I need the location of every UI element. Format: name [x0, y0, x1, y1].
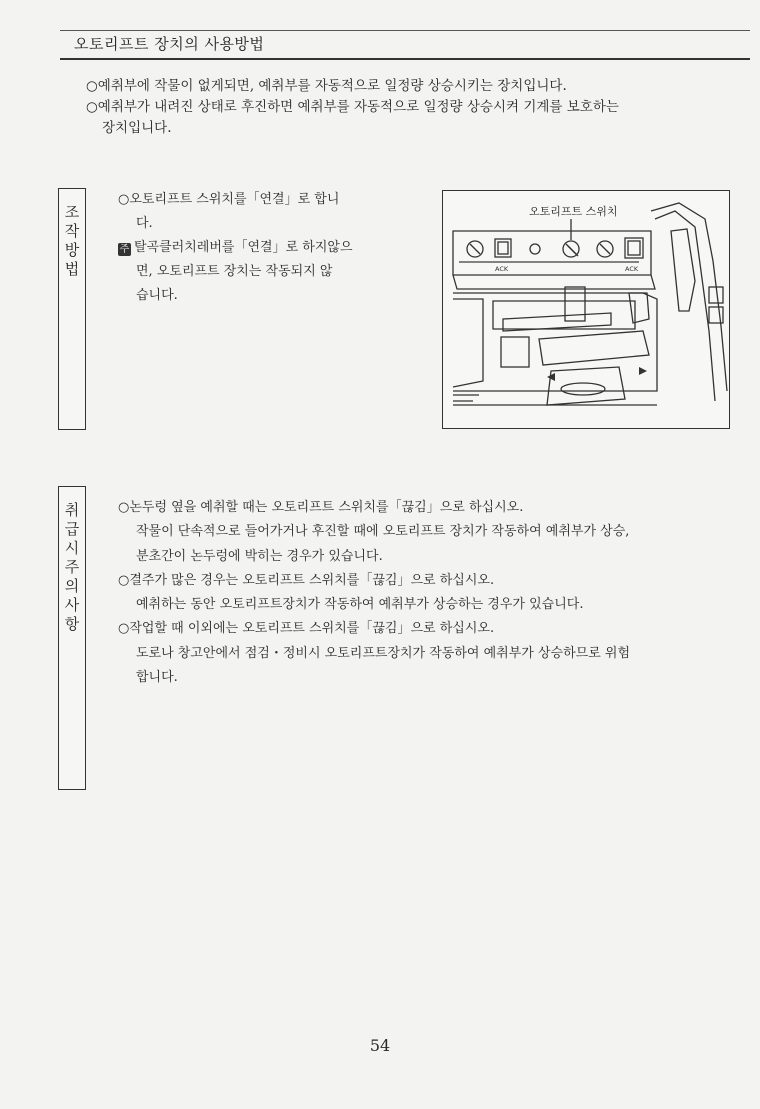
- header-divider: [60, 58, 750, 60]
- side-label-operation-text: 조작방법: [64, 203, 80, 278]
- intro-line-2: ○예취부가 내려진 상태로 후진하면 예취부를 자동적으로 일정량 상승시켜 기계를 보호하는: [86, 99, 619, 115]
- note-3-detail-a: 도로나 창고안에서 점검・정비시 오토리프트장치가 작동하여 예취부가 상승하므로 위험: [136, 645, 631, 661]
- caution-line-3: 습니다.: [136, 288, 178, 303]
- side-label-operation: [58, 188, 86, 430]
- panel-label-2: ACK: [625, 265, 639, 273]
- intro-line-1: ○예취부에 작물이 없게되면, 예취부를 자동적으로 일정량 상승시키는 장치입니다.: [86, 78, 567, 94]
- note-3-detail-b: 합니다.: [136, 670, 178, 686]
- panel-label-1: ACK: [495, 265, 509, 273]
- note-2: ○결주가 많은 경우는 오토리프트 스위치를「끊김」으로 하십시오.: [118, 572, 495, 588]
- operation-step-1-cont: 다.: [136, 216, 153, 231]
- caution-text-1: 탈곡클러치레버를「연결」로 하지않으: [134, 240, 353, 255]
- autolift-switch-illustration: [442, 190, 730, 429]
- caution-line-1: [118, 236, 390, 260]
- page-number: 54: [369, 1036, 391, 1055]
- caution-line-2: 면, 오토리프트 장치는 작동되지 않: [136, 264, 333, 279]
- control-panel-drawing: [443, 191, 729, 428]
- note-2-detail: 예취하는 동안 오토리프트장치가 작동하여 예취부가 상승하는 경우가 있습니다.: [136, 597, 584, 613]
- page-title: 오토리프트 장치의 사용방법: [74, 35, 265, 53]
- note-1: ○논두렁 옆을 예취할 때는 오토리프트 스위치를「끊김」으로 하십시오.: [118, 500, 524, 515]
- intro-section: [86, 76, 726, 139]
- operation-section: [118, 188, 390, 308]
- handling-section: [118, 496, 728, 690]
- side-label-handling: [58, 486, 86, 790]
- side-label-handling-text: 취급시 주의사항: [64, 501, 80, 633]
- caution-icon: 주: [119, 244, 130, 255]
- operation-step-1: ○오토리프트 스위치를「연결」로 합니: [118, 192, 340, 207]
- intro-line-2-cont: 장치입니다.: [102, 120, 172, 136]
- note-1-detail-b: 분초간이 논두렁에 박히는 경우가 있습니다.: [136, 548, 383, 564]
- autolift-switch-callout: 오토리프트 스위치: [529, 205, 618, 218]
- note-3: ○작업할 때 이외에는 오토리프트 스위치를「끊김」으로 하십시오.: [118, 621, 495, 637]
- note-1-detail-a: 작물이 단속적으로 들어가거나 후진할 때에 오토리프트 장치가 작동하여 예취부가 상승,: [136, 524, 630, 540]
- page-top-edge: [60, 30, 750, 31]
